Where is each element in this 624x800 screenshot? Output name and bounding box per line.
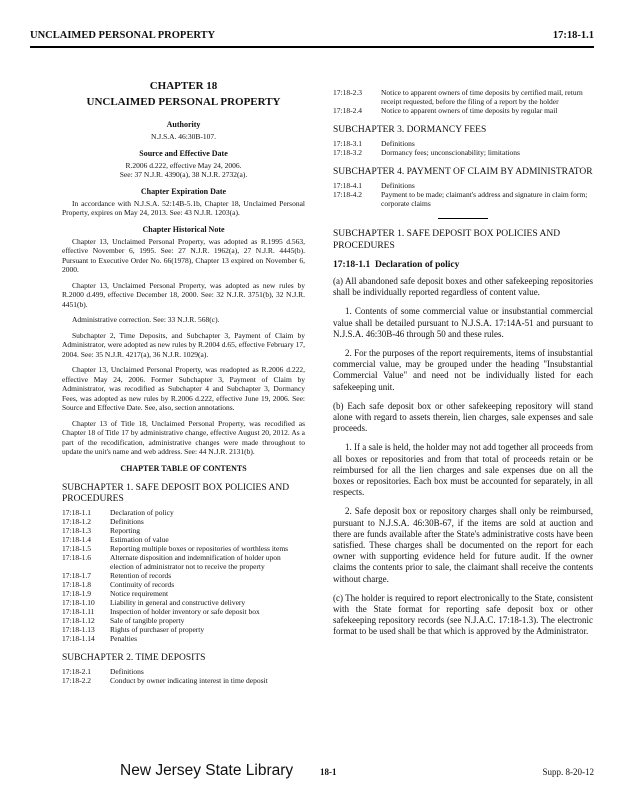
toc-number: 17:18-2.4 [333, 106, 362, 115]
chapter-title: UNCLAIMED PERSONAL PROPERTY [86, 96, 281, 108]
subchapter-4-title: SUBCHAPTER 4. PAYMENT OF CLAIM BY ADMINISTRATOR [333, 167, 593, 177]
toc-row[interactable] [62, 589, 305, 598]
subchapter-1-title: SUBCHAPTER 1. SAFE DEPOSIT BOX POLICIES AND PROCEDURES [62, 482, 290, 504]
toc-number: 17:18-1.9 [62, 588, 91, 598]
toc-number: 17:18-1.2 [62, 516, 91, 526]
toc-row[interactable] [62, 553, 305, 571]
toc-number: 17:18-1.7 [62, 570, 91, 580]
paragraph-a1: 1. Contents of some commercial value or insubstantial commercial value shall be detailed pursuant to N.J.S.A. 17:14A-51 and pursuant to N.J.S.A. 46:30B-46 through 50 and these rules. [333, 306, 593, 339]
toc-heading: CHAPTER TABLE OF CONTENTS [120, 463, 247, 473]
toc-subchapter-2 [62, 667, 305, 685]
toc-number: 17:18-1.4 [62, 534, 91, 544]
toc-title: Definitions [110, 516, 144, 526]
toc-title: Estimation of value [110, 534, 169, 544]
authority-text: N.J.S.A. 46:30B-107. [150, 132, 216, 141]
toc-title: Penalties [110, 633, 138, 643]
history-paragraph: Subchapter 2, Time Deposits, and Subchapter 3, Payment of Claim by Administrator, were adopted as new rules by R.2004 d.65, effective February 17, 2004. See: 35 N.J.R. 4217(a), 36 N.J.R. 1029(a). [62, 330, 305, 359]
toc-number: 17:18-1.1 [62, 507, 91, 517]
toc-number: 17:18-4.2 [333, 190, 362, 199]
toc-title: Rights of purchaser of property [110, 624, 205, 634]
toc-row[interactable] [62, 526, 305, 535]
toc-row[interactable] [333, 181, 593, 190]
toc-row[interactable] [333, 190, 593, 208]
toc-number: 17:18-1.10 [62, 597, 95, 607]
toc-number: 17:18-4.1 [333, 181, 362, 190]
right-column [333, 88, 593, 646]
toc-title: Notice requirement [110, 588, 169, 598]
toc-title: Conduct by owner indicating interest in time deposit [110, 675, 268, 685]
toc-title: Reporting [110, 525, 140, 535]
history-paragraph: Administrative correction. See: 33 N.J.R. 568(c). [72, 315, 220, 324]
policy-title: Declaration of policy [374, 260, 460, 270]
toc-number: 17:18-1.11 [62, 606, 95, 616]
toc-title: Alternate disposition and indemnification of holder upon election of administrator not to receive the property [110, 552, 281, 571]
toc-subchapter-4 [333, 181, 593, 208]
toc-row[interactable] [62, 634, 305, 643]
section-divider [438, 218, 488, 219]
toc-row[interactable] [62, 571, 305, 580]
toc-row[interactable] [62, 508, 305, 517]
source-text-1: R.2006 d.222, effective May 24, 2006. [125, 160, 242, 170]
toc-row[interactable] [62, 535, 305, 544]
toc-number: 17:18-2.1 [62, 666, 91, 676]
history-paragraph: Chapter 13 of Title 18, Unclaimed Personal Property, was recodified as Chapter 18 of Title 17 by administrative change, effective August 20, 2012. As a part of the recodification, administrative changes were made throughout to update the unit's name and web address. See: 44 N.J.R. 2131(b). [62, 418, 305, 456]
toc-number: 17:18-1.8 [62, 579, 91, 589]
toc-number: 17:18-2.3 [333, 88, 362, 97]
paragraph-a: (a) All abandoned safe deposit boxes and other safekeeping repositories shall be individually reported regardless of content value. [333, 276, 593, 298]
policy-heading [333, 260, 593, 270]
expiration-text: In accordance with N.J.S.A. 52:14B-5.1b, Chapter 18, Unclaimed Personal Property, expires on May 24, 2013. See: 43 N.J.R. 1203(a). [62, 198, 305, 217]
toc-row[interactable] [62, 667, 305, 676]
footer-library-name: New Jersey State Library [120, 762, 294, 779]
toc-subchapter-3 [333, 139, 593, 157]
paragraph-b1: 1. If a sale is held, the holder may not add together all proceeds from all boxes or repositories and from that total of proceeds retain or be reimbursed for all the lien charges and sale expenses due on all the boxes or repositories. Each box must be accounted for separately, in all respects. [333, 442, 593, 498]
toc-row[interactable] [62, 580, 305, 589]
toc-title: Dormancy fees; unconscionability; limitations [381, 148, 520, 157]
toc-title: Definitions [110, 666, 144, 676]
toc-row[interactable] [62, 517, 305, 526]
header-title: UNCLAIMED PERSONAL PROPERTY [30, 30, 216, 41]
toc-title: Payment to be made; claimant's address and signature in claim form; corporate claims [381, 190, 588, 208]
expiration-heading: Chapter Expiration Date [140, 186, 227, 196]
toc-row[interactable] [62, 598, 305, 607]
source-text-2: See: 37 N.J.R. 4390(a), 38 N.J.R. 2732(a). [119, 170, 248, 179]
toc-number: 17:18-1.14 [62, 633, 95, 643]
toc-title: Definitions [381, 181, 415, 190]
toc-title: Sale of tangible property [110, 615, 185, 625]
toc-row[interactable] [62, 607, 305, 616]
authority-heading: Authority [166, 120, 201, 129]
toc-title: Liability in general and constructive delivery [110, 597, 246, 607]
paragraph-b: (b) Each safe deposit box or other safekeeping repository will stand alone with regard to assets therein, lien charges, sale expenses and sale proceeds. [333, 400, 593, 434]
toc-row[interactable] [333, 106, 593, 115]
policy-number: 17:18-1.1 [333, 260, 371, 270]
toc-number: 17:18-1.6 [62, 552, 91, 562]
toc-number: 17:18-3.1 [333, 139, 362, 148]
history-heading: Chapter Historical Note [142, 224, 225, 234]
toc-title: Notice to apparent owners of time deposits by regular mail [381, 106, 558, 115]
footer-page-number: 18-1 [320, 767, 337, 777]
toc-row[interactable] [333, 139, 593, 148]
toc-row[interactable] [62, 544, 305, 553]
toc-row[interactable] [333, 148, 593, 157]
toc-title: Declaration of policy [110, 507, 174, 517]
toc-subchapter-1 [62, 508, 305, 643]
paragraph-b2: 2. Safe deposit box or repository charges shall only be reimbursed, pursuant to N.J.S.A. 46:30B-67, if the items are sold at auction and there are funds available after the State's administrative costs have been satisfied. These charges shall be documented on the report for each owner with supporting evidence held for future audit. If the owner claims the contents prior to sale, the claimant shall receive the contents without charge. [333, 506, 593, 584]
toc-title: Definitions [381, 139, 415, 148]
section-subchapter-heading: SUBCHAPTER 1. SAFE DEPOSIT BOX POLICIES AND PROCEDURES [333, 229, 561, 251]
left-column [62, 64, 305, 685]
header-section: 17:18-1.1 [552, 30, 594, 41]
toc-number: 17:18-3.2 [333, 148, 362, 157]
toc-title: Continuity of records [110, 579, 175, 589]
toc-number: 17:18-1.13 [62, 624, 95, 634]
history-paragraph: Chapter 13, Unclaimed Personal Property, was adopted as new rules by R.2000 d.499, effective December 18, 2000. See: 32 N.J.R. 3751(b), 32 N.J.R. 4451(b). [62, 280, 305, 309]
toc-title: Reporting multiple boxes or repositories of worthless items [110, 543, 289, 553]
toc-row[interactable] [333, 88, 593, 106]
toc-number: 17:18-1.5 [62, 543, 91, 553]
toc-row[interactable] [62, 625, 305, 634]
toc-row[interactable] [62, 616, 305, 625]
toc-title: Notice to apparent owners of time deposits by certified mail, return receipt requested, before the filing of a report by the holder [381, 88, 583, 106]
history-paragraph: Chapter 13, Unclaimed Personal Property, was readopted as R.2006 d.222, effective May 24, 2006. Former Subchapter 3, Payment of Claim by Administrator, was recodified as Subchapter 4 and Subchapter 3, Dormancy Fees, was adopted as new rules by R.2006 d.222, effective June 19, 2006. See: Source and Effective Date. See, also, section annotations. [62, 365, 305, 412]
paragraph-a2: 2. For the purposes of the report requirements, items of insubstantial commercial value, may be grouped under the heading "Insubstantial Commercial Value" and need not be individually listed for each safekeeping unit. [333, 348, 593, 392]
history-paragraph: Chapter 13, Unclaimed Personal Property, was adopted as R.1995 d.563, effective November 6, 1995. See: 27 N.J.R. 1962(a), 27 N.J.R. 4445(b). Pursuant to Executive Order No. 66(1978), Chapter 13 expired on November 6, 2000. [62, 236, 305, 274]
toc-subchapter-2-continued [333, 88, 593, 115]
running-header [30, 28, 594, 48]
toc-row[interactable] [62, 676, 305, 685]
toc-number: 17:18-1.3 [62, 525, 91, 535]
subchapter-2-title: SUBCHAPTER 2. TIME DEPOSITS [62, 652, 206, 663]
toc-number: 17:18-1.12 [62, 615, 95, 625]
footer-supplement: Supp. 8-20-12 [542, 767, 594, 777]
toc-title: Inspection of holder inventory or safe deposit box [110, 606, 260, 616]
paragraph-c: (c) The holder is required to report electronically to the State, consistent with the State format for reporting safe deposit box or other safekeeping repository records (see N.J.A.C. 17:18-1.3). The electronic format to be used shall be that which is approved by the Administrator. [333, 592, 593, 637]
chapter-number: CHAPTER 18 [149, 80, 218, 92]
toc-title: Retention of records [110, 570, 172, 580]
subchapter-3-title: SUBCHAPTER 3. DORMANCY FEES [333, 125, 487, 135]
source-heading: Source and Effective Date [139, 148, 228, 158]
toc-number: 17:18-2.2 [62, 675, 91, 685]
